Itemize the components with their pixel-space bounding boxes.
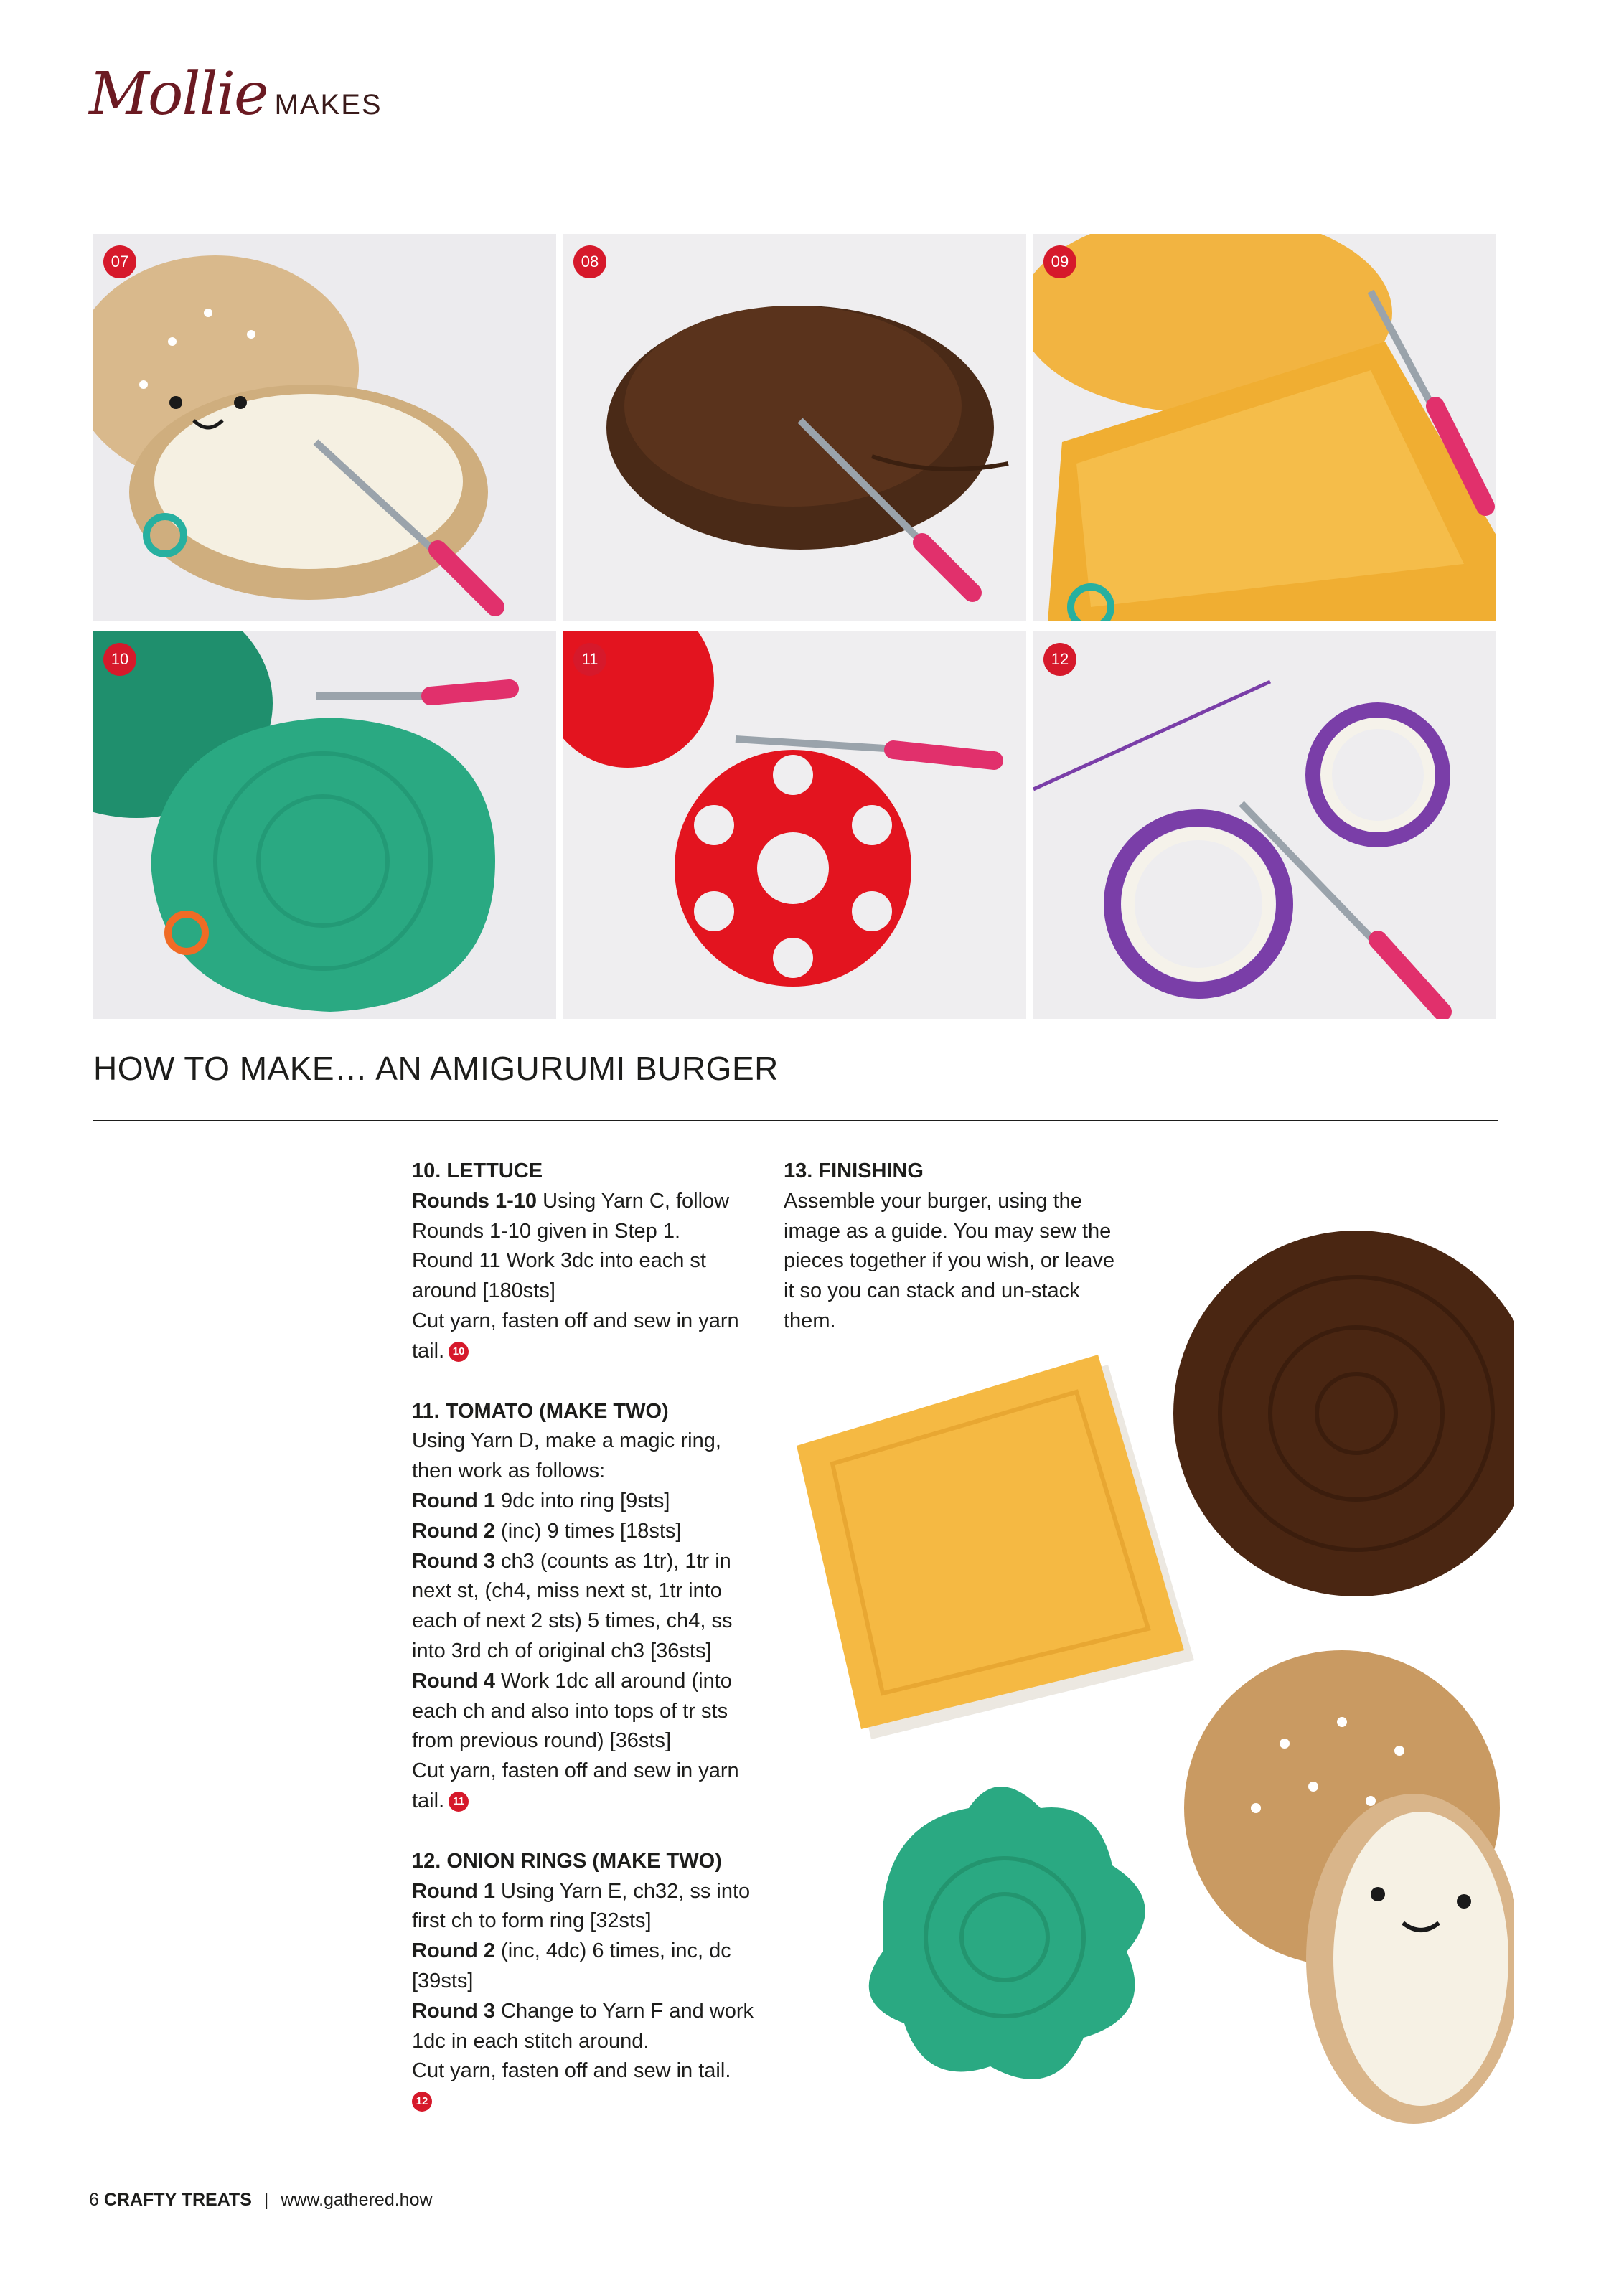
photo-badge: 10	[103, 643, 136, 676]
footer-separator: |	[263, 2190, 269, 2210]
step-badge: 12	[412, 2092, 432, 2112]
tomato-end: Cut yarn, fasten off and sew in yarn tail. 11	[412, 1759, 739, 1812]
footer-url[interactable]: www.gathered.how	[281, 2190, 433, 2210]
lettuce-end: Cut yarn, fasten off and sew in yarn tail. 10	[412, 1309, 739, 1363]
lettuce-round-11: Round 11 Work 3dc into each st around [180sts]	[412, 1249, 706, 1303]
step-badge: 10	[449, 1342, 469, 1362]
brown-patty-photo	[563, 234, 1026, 621]
section-title-onion-rings: 12. ONION RINGS (MAKE TWO)	[412, 1849, 722, 1873]
lettuce-rounds-1-10: Rounds 1-10 Using Yarn C, follow Rounds 1-10 given in Step 1.	[412, 1189, 730, 1243]
magazine-logo	[89, 60, 382, 128]
photo-badge: 09	[1043, 245, 1076, 278]
step-photo-08	[563, 234, 1026, 621]
step-photo-12	[1033, 631, 1496, 1019]
page-footer	[89, 2190, 433, 2211]
lettuce-photo	[93, 631, 556, 1019]
photo-badge: 08	[573, 245, 606, 278]
page-title: HOW TO MAKE… AN AMIGURUMI BURGER	[93, 1050, 779, 1087]
tomato-photo	[563, 631, 1026, 1019]
step-photo-10	[93, 631, 556, 1019]
divider	[93, 1120, 1498, 1121]
tomato-intro: Using Yarn D, make a magic ring, then work as follows:	[412, 1429, 721, 1483]
onion-round-2: Round 2 (inc, 4dc) 6 times, inc, dc [39sts]	[412, 1939, 731, 1992]
photo-badge: 11	[573, 643, 606, 676]
onion-round-1: Round 1 Using Yarn E, ch32, ss into first ch to form ring [32sts]	[412, 1879, 751, 1933]
magazine-name: CRAFTY TREATS	[103, 2190, 252, 2210]
step-photo-11	[563, 631, 1026, 1019]
section-title-lettuce: 10. LETTUCE	[412, 1159, 543, 1182]
cheese-square-photo	[1033, 234, 1496, 621]
instructions-column-1	[412, 1157, 756, 2117]
tomato-round-3: Round 3 ch3 (counts as 1tr), 1tr in next st, (ch4, miss next st, 1tr into each of next 2 sts) 5 times, ch4, ss into 3rd ch of original ch3 [36sts]	[412, 1549, 733, 1662]
photo-badge: 12	[1043, 643, 1076, 676]
section-title-finishing: 13. FINISHING	[784, 1159, 924, 1182]
onion-end: Cut yarn, fasten off and sew in tail.	[412, 2059, 731, 2083]
tomato-round-4: Round 4 Work 1dc all around (into each ch and also into tops of tr sts from previous round) [36sts]	[412, 1669, 732, 1753]
finishing-text: Assemble your burger, using the image as a guide. You may sew the pieces together if you wish, or leave it so you can stack and un-stack them.	[784, 1189, 1115, 1332]
onion-round-3: Round 3 Change to Yarn F and work 1dc in each stitch around.	[412, 1999, 754, 2053]
bun-with-crochet-hook-photo	[93, 234, 556, 621]
onion-rings-photo	[1033, 631, 1496, 1019]
finished-burger-pieces-photo	[782, 1177, 1514, 2188]
tomato-round-1: Round 1 9dc into ring [9sts]	[412, 1489, 670, 1512]
onion-badge-line	[412, 2086, 756, 2117]
step-photo-09	[1033, 234, 1496, 621]
section-title-tomato: 11. TOMATO (MAKE TWO)	[412, 1399, 669, 1423]
logo-script: Mollie	[89, 60, 268, 128]
step-photo-07	[93, 234, 556, 621]
step-badge: 11	[449, 1792, 469, 1812]
page-number: 6	[89, 2190, 99, 2210]
tomato-round-2: Round 2 (inc) 9 times [18sts]	[412, 1519, 682, 1543]
logo-makes: MAKES	[274, 89, 382, 121]
photo-badge: 07	[103, 245, 136, 278]
